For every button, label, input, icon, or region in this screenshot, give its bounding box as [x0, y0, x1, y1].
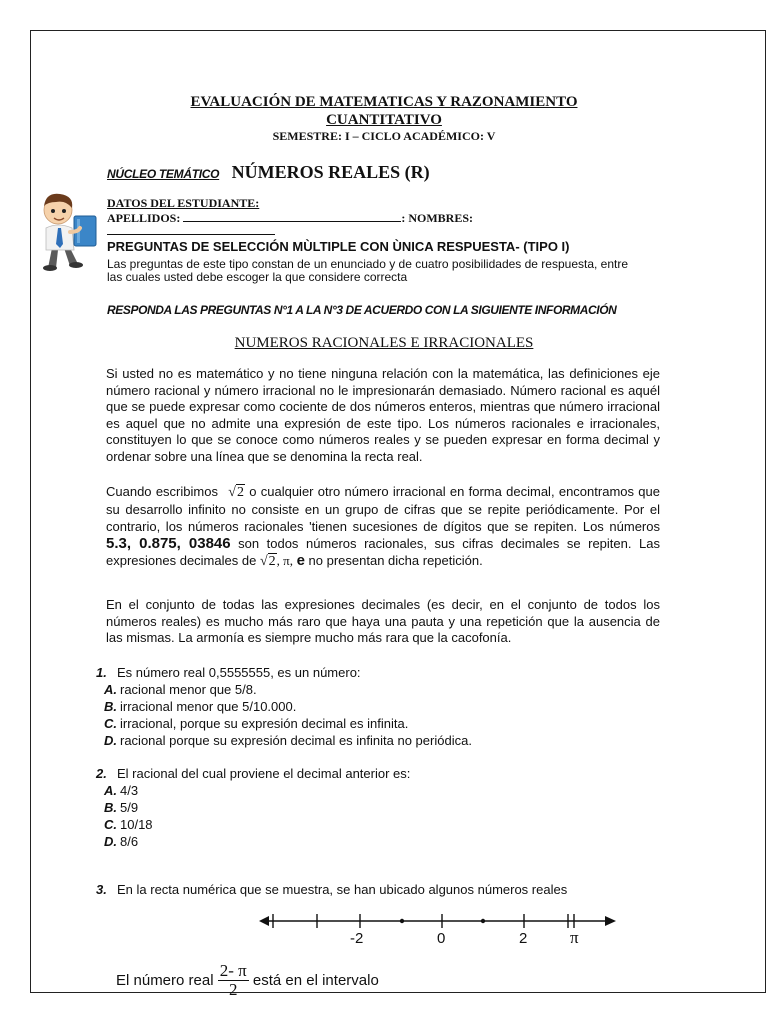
- option-c[interactable]: C. 10/18: [104, 817, 153, 832]
- para2-text-b: o cualquier otro número irracional en forma decimal, encontramos que su desarrollo infinito no consiste en un grupo de cifras que se repite periódicamente. Por el contrario, los números racionales 'tienen sucesiones de dígitos que se repiten. Los números: [106, 484, 660, 534]
- nucleo-value: NÚMEROS REALES (R): [231, 162, 430, 182]
- option-b[interactable]: B. irracional menor que 5/10.000.: [104, 699, 297, 714]
- question-number: 2.: [96, 766, 107, 781]
- option-a[interactable]: A. racional menor que 5/8.: [104, 682, 257, 697]
- para2-text-d: no presentan dicha repetición.: [308, 553, 483, 568]
- question-text: El racional del cual proviene el decimal anterior es:: [117, 766, 411, 781]
- nucleo-row: [107, 162, 430, 183]
- instructions-line1: Las preguntas de este tipo constan de un enunciado y de cuatro posibilidades de respuesta, entre: [107, 257, 629, 271]
- fraction-2-minus-pi-over-2: $\frac{2- \pi}{2}$: [219, 961, 247, 999]
- tick-label-2: 2: [519, 930, 528, 947]
- option-d[interactable]: D. racional porque su expresión decimal es infinita no periódica.: [104, 733, 472, 748]
- respond-instruction: RESPONDA LAS PREGUNTAS N°1 A LA N°3 DE ACUERDO CON LA SIGUIENTE INFORMACIÓN: [107, 303, 617, 317]
- title-line2: CUANTITATIVO: [326, 112, 442, 128]
- nombres-field[interactable]: [107, 234, 275, 235]
- question-number: 1.: [96, 665, 107, 680]
- question-3: [96, 881, 567, 898]
- question-text: En la recta numérica que se muestra, se han ubicado algunos números reales: [117, 882, 568, 897]
- arrow-right-icon: [605, 916, 616, 926]
- final-statement: [116, 962, 379, 999]
- option-c[interactable]: C. irracional, porque su expresión decimal es infinita.: [104, 716, 409, 731]
- apellidos-field[interactable]: [183, 210, 401, 222]
- question-number: 3.: [96, 882, 107, 897]
- e-symbol: e: [296, 552, 305, 569]
- option-d[interactable]: D. 8/6: [104, 834, 139, 849]
- tick-label-pi: π: [570, 928, 579, 947]
- teacher-illustration-icon: [22, 188, 106, 272]
- arrow-left-icon: [259, 916, 269, 926]
- nombres-label: : NOMBRES:: [401, 211, 474, 225]
- semester-line: SEMESTRE: I – CICLO ACADÉMICO: V: [272, 129, 496, 143]
- option-a[interactable]: A. 4/3: [104, 783, 139, 798]
- tick-label-0: 0: [437, 930, 446, 947]
- instructions-title: PREGUNTAS DE SELECCIÓN MÙLTIPLE CON ÙNICA RESPUESTA- (TIPO I): [107, 239, 570, 254]
- dot-mark: [400, 919, 404, 923]
- pi-symbol: , π,: [276, 553, 293, 568]
- section-heading: NUMEROS RACIONALES E IRRACIONALES: [234, 335, 534, 351]
- paragraph-3: En el conjunto de todas las expresiones decimales (es decir, en el conjunto de todos los números reales) es mucho más raro que haya una pauta y una repetición que la ausencia de las mismas. La armonía es siempre mucho más rara que la cacofonía.: [106, 597, 660, 645]
- apellidos-label: APELLIDOS:: [107, 211, 181, 225]
- option-b[interactable]: B. 5/9: [104, 800, 139, 815]
- nucleo-label: NÚCLEO TEMÁTICO: [107, 167, 220, 181]
- sqrt2-symbol: √2: [228, 485, 244, 500]
- instructions-line2: las cuales usted debe escoger la que considere correcta: [107, 270, 408, 284]
- question-1: [96, 664, 472, 749]
- tick-label-neg2: -2: [350, 930, 364, 947]
- paragraph-2: [106, 483, 660, 570]
- final-prefix: El número real: [116, 972, 214, 989]
- paragraph-1: Si usted no es matemático y no tiene ninguna relación con la matemática, las definiciones eje número racional y número irracional no le impresionarán demasiado. Número racional es aquél que se puede expresar como cociente de dos números enteros, mientras que número irracional es aquel que no admite una expresión de este tipo. Los números racionales e irracionales, constituyen lo que se conoce como números reales y se pueden expresar en forma decimal y ordenar sobre una línea que se denomina la recta real.: [106, 366, 660, 464]
- title-line1: EVALUACIÓN DE MATEMATICAS Y RAZONAMIENTO: [190, 94, 578, 110]
- student-heading: DATOS DEL ESTUDIANTE:: [107, 196, 260, 210]
- final-suffix: está en el intervalo: [252, 972, 379, 989]
- para2-numbers: 5.3, 0.875, 03846: [106, 535, 231, 552]
- question-2: [96, 765, 410, 850]
- student-fields-row: [107, 210, 473, 226]
- para2-text-c: son todos números racionales, sus cifras decimales se repiten. Las expresiones decimales de: [106, 536, 660, 568]
- sqrt2-symbol-2: √2: [259, 554, 276, 569]
- para2-text-a: Cuando escribimos: [106, 484, 218, 499]
- dot-mark: [481, 919, 485, 923]
- question-text: Es número real 0,5555555, es un número:: [117, 665, 361, 680]
